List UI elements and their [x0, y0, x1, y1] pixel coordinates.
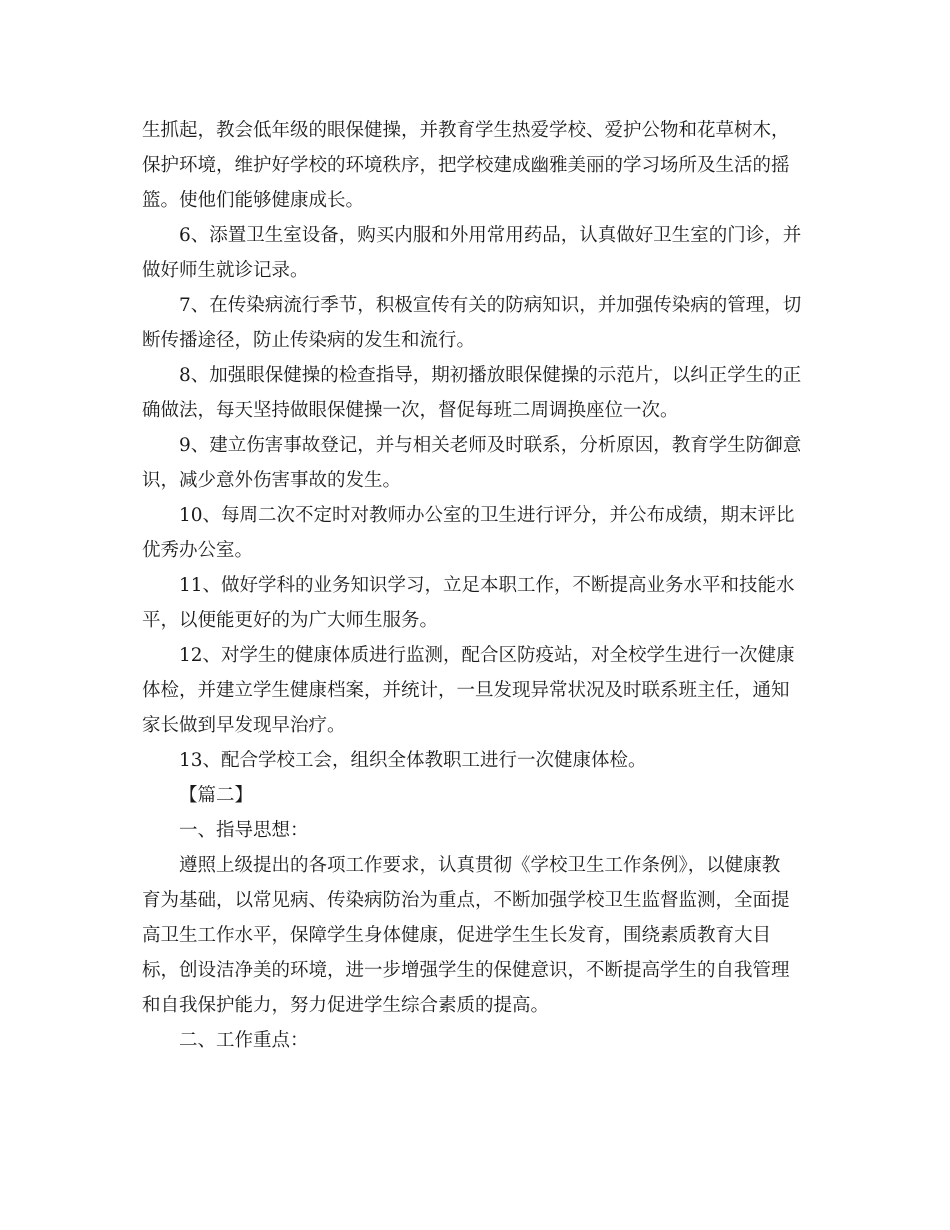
- text-line: 平，以便能更好的为广大师生服务。: [142, 610, 439, 631]
- text-line: 遵照上级提出的各项工作要求，认真贯彻《学校卫生工作条例》，以健康教: [179, 855, 781, 876]
- text-line: 断传播途径，防止传染病的发生和流行。: [142, 330, 476, 351]
- text-line: 11、做好学科的业务知识学习，立足本职工作，不断提高业务水平和技能水: [179, 575, 795, 596]
- text-line: 10、每周二次不定时对教师办公室的卫生进行评分，并公布成绩，期末评比: [179, 505, 795, 526]
- text-line: 体检，并建立学生健康档案，并统计，一旦发现异常状况及时联系班主任，通知: [142, 680, 790, 701]
- text-line: 篮。使他们能够健康成长。: [142, 190, 365, 211]
- text-line: 6、添置卫生室设备，购买内服和外用常用药品，认真做好卫生室的门诊，并: [179, 225, 802, 246]
- text-line: 识，减少意外伤害事故的发生。: [142, 470, 402, 491]
- text-line: 7、在传染病流行季节，积极宣传有关的防病知识，并加强传染病的管理，切: [179, 295, 802, 316]
- document-body: [142, 113, 808, 1058]
- text-line: 和自我保护能力，努力促进学生综合素质的提高。: [142, 995, 550, 1016]
- text-line: 确做法，每天坚持做眼保健操一次，督促每班二周调换座位一次。: [142, 400, 679, 421]
- text-line: 做好师生就诊记录。: [142, 260, 309, 281]
- text-line: 生抓起，教会低年级的眼保健操，并教育学生热爱学校、爱护公物和花草树木，: [142, 120, 790, 141]
- text-line: 家长做到早发现早治疗。: [142, 715, 346, 736]
- text-line: 二、工作重点：: [179, 1030, 309, 1051]
- text-line: 一、指导思想：: [179, 820, 309, 841]
- text-line: 高卫生工作水平，保障学生身体健康，促进学生生长发育，围绕素质教育大目: [142, 925, 772, 946]
- text-line: 优秀办公室。: [142, 540, 254, 561]
- text-line: 标，创设洁净美的环境，进一步增强学生的保健意识，不断提高学生的自我管理: [142, 960, 790, 981]
- text-line: 育为基础，以常见病、传染病防治为重点，不断加强学校卫生监督监测，全面提: [142, 890, 790, 911]
- text-line: 8、加强眼保健操的检查指导，期初播放眼保健操的示范片，以纠正学生的正: [179, 365, 802, 386]
- text-line: 12、对学生的健康体质进行监测，配合区防疫站，对全校学生进行一次健康: [179, 645, 795, 666]
- text-line: 9、建立伤害事故登记，并与相关老师及时联系，分析原因，教育学生防御意: [179, 435, 802, 456]
- text-line: 保护环境，维护好学校的环境秩序，把学校建成幽雅美丽的学习场所及生活的摇: [142, 155, 790, 176]
- text-line: 【篇二】: [179, 785, 254, 806]
- text-line: 13、配合学校工会，组织全体教职工进行一次健康体检。: [179, 750, 647, 771]
